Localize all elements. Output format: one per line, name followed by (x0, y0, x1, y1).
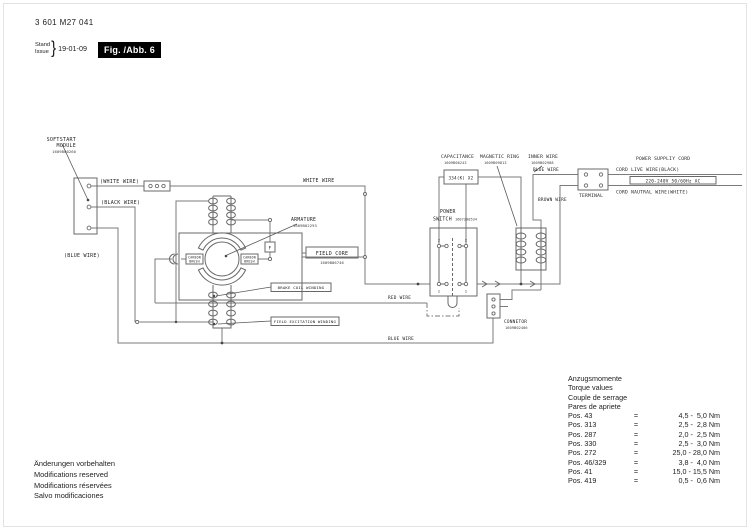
switch-contact-1a: 1 (437, 288, 441, 294)
cord-live-label: CORD LIVE WIRE(BLACK) (616, 168, 680, 173)
black-wire-paren-label: (BLACK WIRE) (101, 200, 141, 206)
connector-part: 1609B02406 (505, 326, 528, 330)
torque-header-de: Anzugsmomente (568, 374, 622, 383)
torque-eq: = (633, 420, 639, 430)
document-number: 3 601 M27 041 (35, 18, 94, 27)
terminal-block (578, 169, 608, 190)
torque-pos: Pos. 287 (568, 429, 597, 439)
issue-label: Issue (35, 48, 49, 55)
field-excitation-label: FIELD EXCITATION WINDING (273, 319, 337, 325)
stand-label: Stand (35, 42, 51, 48)
torque-row (568, 420, 748, 429)
disclaimer-de: Änderungen vorbehalten (34, 459, 115, 468)
torque-row (568, 458, 748, 467)
cord-neutral-label: CORD NAUTRAL WIRE(WHITE) (616, 190, 689, 196)
torque-table (568, 374, 748, 486)
footer-disclaimers (34, 459, 115, 502)
torque-pos: Pos. 313 (568, 420, 597, 430)
brown-wire-label: BROWN WIRE (538, 198, 567, 203)
disclaimer-es: Salvo modificaciones (34, 491, 104, 501)
torque-eq: = (633, 429, 639, 439)
capacitance-part: 1609B06243 (444, 161, 467, 165)
torque-row (568, 430, 748, 439)
blue-wire-paren-label: (BLUE WIRE) (64, 253, 100, 259)
red-wire-dashdot (427, 303, 459, 316)
torque-pos: Pos. 41 (568, 466, 593, 476)
torque-val: 2,5 - 3,0 Nm (678, 439, 720, 449)
torque-eq: = (633, 448, 639, 458)
f-marker: F (268, 246, 272, 252)
torque-row (568, 439, 748, 448)
carbon-brush-right-2: BRUSH (244, 259, 255, 264)
white-wire-path (91, 186, 430, 284)
voltage-rating: 220-240V 50/60Hz AC (645, 179, 701, 185)
capacitor-value: 334(K) X2 (448, 175, 474, 181)
softstart-part: 1609B00260 (52, 149, 76, 154)
red-wire-label: RED WIRE (388, 296, 412, 301)
torque-pos: Pos. 330 (568, 439, 597, 449)
switch-contact-2b: 2 (464, 237, 468, 243)
torque-val: 2,0 - 2,5 Nm (678, 429, 720, 439)
torque-eq: = (633, 466, 639, 476)
torque-header-fr: Couple de serrage (568, 392, 628, 402)
capacitance-label: CAPACITANCE (441, 155, 475, 160)
ring-bottom-wires (521, 270, 541, 290)
torque-row (568, 467, 748, 476)
white-wire-label: WHITE WIRE (303, 179, 335, 184)
inner-wire-part: 1609B02988 (531, 161, 554, 165)
armature-part: 1609B02293 (293, 223, 317, 228)
torque-val: 0,5 - 0,6 Nm (678, 476, 720, 486)
carbon-brush-left-1: CARBON (188, 255, 201, 260)
top-winding-rails (213, 196, 231, 233)
torque-eq: = (633, 439, 639, 449)
torque-eq: = (633, 476, 639, 486)
disclaimer-fr: Modifications réservées (34, 480, 112, 490)
torque-pos: Pos. 43 (568, 411, 593, 421)
terminals-layer (87, 173, 603, 324)
torque-row (568, 476, 748, 485)
blue-wire-top-label: BLUE WIRE (533, 168, 560, 173)
torque-header-es: Pares de apriete (568, 401, 621, 411)
torque-row (568, 448, 748, 457)
power-switch-part: 1607200534 (455, 217, 478, 222)
torque-val: 4,5 - 5,0 Nm (678, 411, 720, 421)
power-switch-label-1: POWER (440, 210, 456, 215)
issue-date: 19-01-09 (58, 44, 87, 53)
torque-eq: = (633, 411, 639, 421)
armature-leader (227, 224, 297, 255)
power-supply-cord-label: POWER SUPPLIY CORD (636, 157, 691, 162)
carbon-brush-left-2: BRUSH (189, 259, 200, 264)
motor-armature-circle (205, 242, 239, 276)
brace-glyph: } (51, 38, 57, 59)
magnetic-ring-leader (497, 166, 517, 226)
switch-contact-2a: 2 (437, 237, 441, 243)
torque-val: 3,8 - 4,0 Nm (678, 457, 720, 467)
carbon-brush-right-1: CARBON (243, 255, 256, 260)
field-excitation-leader (218, 321, 271, 324)
magnetic-ring-part: 1609B09813 (484, 161, 507, 165)
field-core-part: 1609B06746 (320, 260, 344, 265)
armature-label: ARMATURE (291, 218, 317, 223)
figure-label-box: Fig. /Abb. 6 (98, 42, 161, 58)
torque-val: 2,5 - 2,8 Nm (678, 420, 720, 430)
inner-wire-label: INNER WIRE (528, 155, 559, 160)
torque-val: 25,0 - 28,0 Nm (672, 448, 720, 458)
power-switch-label-2: SWITCH (433, 217, 452, 223)
terminal-label: TERMINAL (579, 194, 604, 199)
brake-coil-leader (216, 287, 271, 296)
labels-layer (47, 137, 701, 342)
white-wire-paren-label: (WHITE WIRE) (100, 179, 140, 185)
left-brush-wire (155, 259, 186, 303)
brake-coil-label: BRAKE COIL WINDING (277, 285, 325, 291)
magnetic-ring-label: MAGNETIC RING (480, 155, 520, 160)
torque-row (568, 411, 748, 420)
torque-val: 15,0 - 15,5 Nm (672, 466, 720, 476)
right-brush-wire (231, 220, 270, 259)
blue-wire-bottom-label: BLUE WIRE (388, 337, 415, 342)
torque-header-en: Torque values (568, 383, 613, 393)
connector-pin-wires (500, 290, 541, 307)
softstart-label-2: MODULE (56, 143, 76, 149)
softstart-label-1: SOFTSTART (46, 137, 76, 143)
switch-contact-1b: 1 (464, 288, 468, 294)
torque-pos: Pos. 46/329 (568, 457, 607, 467)
ring-coil-rails (521, 228, 541, 270)
disclaimer-en: Modifications reserved (34, 469, 108, 479)
torque-pos: Pos. 419 (568, 476, 597, 486)
connector-label: CONNETOR (504, 320, 528, 325)
torque-pos: Pos. 272 (568, 448, 597, 458)
switch-actuator-cup (448, 296, 457, 308)
torque-eq: = (633, 457, 639, 467)
field-core-label: FIELD CORE (315, 251, 349, 257)
